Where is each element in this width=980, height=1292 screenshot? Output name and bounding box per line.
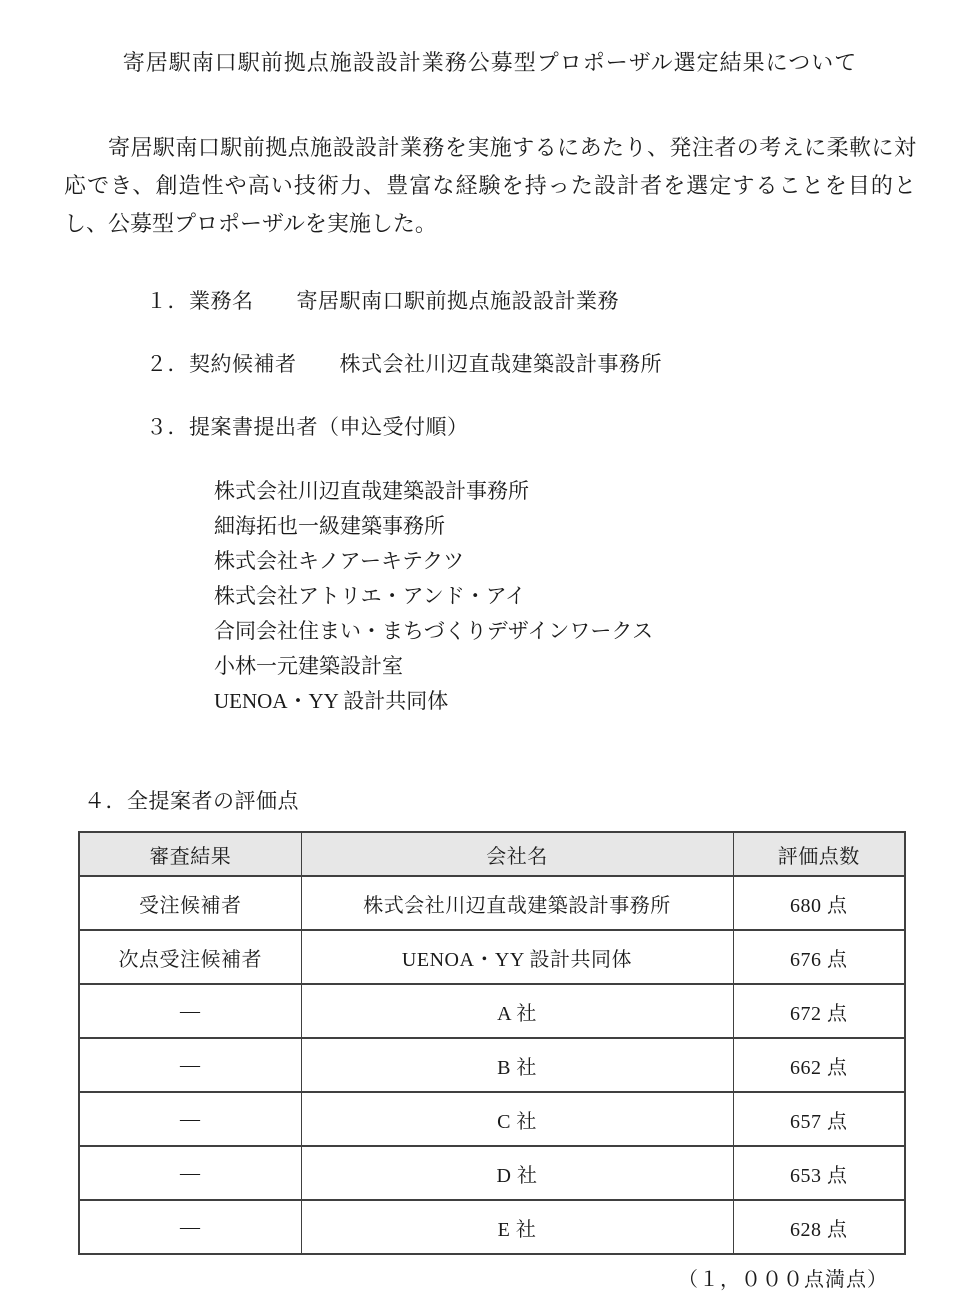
proposer-item: 小林一元建築設計室 (214, 654, 403, 678)
company-cell: B 社 (301, 1038, 733, 1092)
score-cell: 653 点 (733, 1146, 905, 1200)
table-row (79, 1092, 905, 1146)
proposer-item: 合同会社住まい・まちづくりデザインワークス (214, 619, 654, 643)
header-row (79, 832, 905, 876)
score-cell: 676 点 (733, 930, 905, 984)
header-cell-score: 評価点数 (733, 832, 905, 876)
proposer-item: 株式会社アトリエ・アンド・アイ (214, 584, 526, 608)
result-cell: ― (79, 1092, 301, 1146)
header-cell-result: 審査結果 (79, 832, 301, 876)
proposer-item: 細海拓也一級建築事務所 (214, 514, 445, 538)
result-cell: 次点受注候補者 (79, 930, 301, 984)
result-cell: ― (79, 1038, 301, 1092)
table-row (79, 984, 905, 1038)
result-cell: ― (79, 984, 301, 1038)
proposer-item: 株式会社キノアーキテクツ (214, 549, 465, 573)
table-row (79, 1146, 905, 1200)
section-heading-evaluation: ４．全提案者の評価点 (84, 789, 299, 813)
evaluation-table (78, 831, 906, 1255)
result-cell: 受注候補者 (79, 876, 301, 930)
company-cell: E 社 (301, 1200, 733, 1254)
evaluation-table-body (79, 876, 905, 1254)
page-title: 寄居駅南口駅前拠点施設設計業務公募型プロポーザル選定結果について (122, 50, 858, 75)
table-row (79, 1038, 905, 1092)
intro-paragraph: 寄居駅南口駅前拠点施設設計業務を実施するにあたり、発注者の考えに柔軟に対応でき、創造性や高い技術力、豊富な経験を持った設計者を選定することを目的とし、公募型プロポーザルを実施した。 (64, 135, 916, 236)
max-score-note: （１，０００点満点） (678, 1269, 888, 1291)
company-cell: A 社 (301, 984, 733, 1038)
score-cell: 672 点 (733, 984, 905, 1038)
score-cell: 662 点 (733, 1038, 905, 1092)
proposer-item: 株式会社川辺直哉建築設計事務所 (214, 479, 529, 503)
company-cell: UENOA・YY 設計共同体 (301, 930, 733, 984)
result-cell: ― (79, 1200, 301, 1254)
evaluation-table-header (79, 832, 905, 876)
company-cell: 株式会社川辺直哉建築設計事務所 (301, 876, 733, 930)
numbered-item-proposal-submitters: ３．提案書提出者（申込受付順） (146, 415, 469, 439)
numbered-item-business-name: １．業務名 寄居駅南口駅前拠点施設設計業務 (146, 289, 619, 313)
numbered-item-contract-candidate: ２．契約候補者 株式会社川辺直哉建築設計事務所 (146, 352, 662, 376)
company-cell: D 社 (301, 1146, 733, 1200)
numbered-list (146, 285, 916, 441)
table-row (79, 876, 905, 930)
score-cell: 628 点 (733, 1200, 905, 1254)
score-cell: 680 点 (733, 876, 905, 930)
proposer-list (214, 474, 916, 719)
score-cell: 657 点 (733, 1092, 905, 1146)
table-row (79, 930, 905, 984)
company-cell: C 社 (301, 1092, 733, 1146)
header-cell-company: 会社名 (301, 832, 733, 876)
proposer-item: UENOA・YY 設計共同体 (214, 689, 449, 713)
result-cell: ― (79, 1146, 301, 1200)
table-row (79, 1200, 905, 1254)
